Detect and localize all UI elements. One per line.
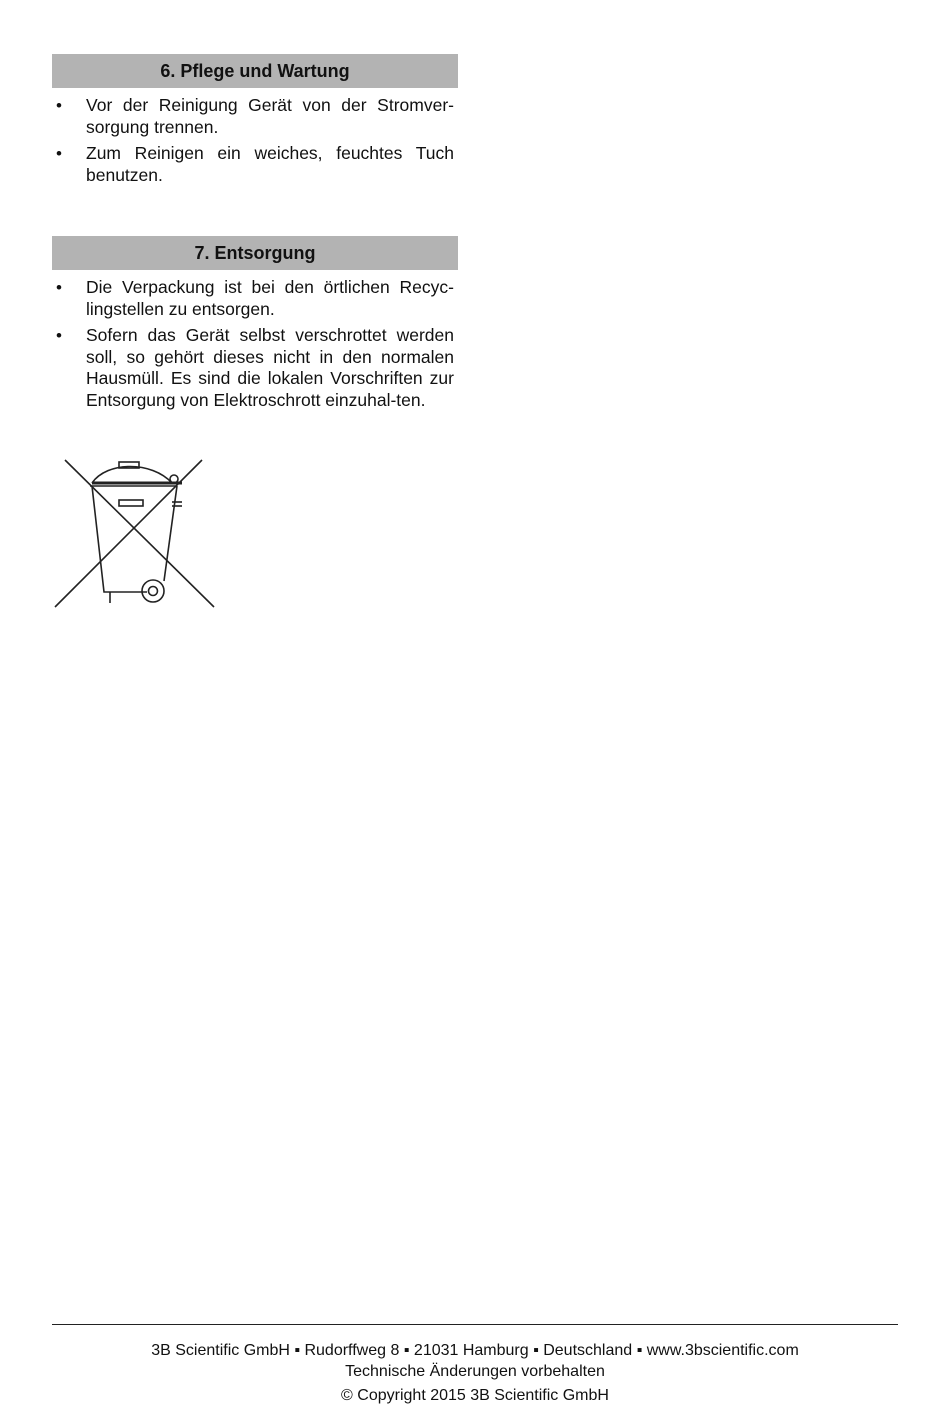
crossed-out-wheelie-bin-icon xyxy=(52,456,216,610)
care-maintenance-list xyxy=(52,95,454,191)
footer-notice: Technische Änderungen vorbehalten xyxy=(345,1363,605,1380)
list-item xyxy=(52,143,454,186)
section-heading-care-maintenance: 6. Pflege und Wartung xyxy=(52,54,458,88)
list-item-text: Zum Reinigen ein weiches, feuchtes Tuch benutzen. xyxy=(86,143,454,185)
list-item-text: Sofern das Gerät selbst verschrottet werden soll, so gehört dieses nicht in den normalen Hausmüll. Es sind die lokalen Vorschriften zur Entsorgung von Elektroschrott einzuhal-ten. xyxy=(86,325,454,410)
footer-copyright: © Copyright 2015 3B Scientific GmbH xyxy=(341,1387,609,1404)
list-item-text: Vor der Reinigung Gerät von der Stromver-sorgung trennen. xyxy=(86,95,454,137)
list-item xyxy=(52,277,454,320)
bullet-icon: • xyxy=(56,278,62,297)
footer-divider xyxy=(52,1324,898,1325)
bullet-icon: • xyxy=(56,96,62,115)
bullet-icon: • xyxy=(56,144,62,163)
disposal-list xyxy=(52,277,454,416)
list-item-text: Die Verpackung ist bei den örtlichen Recyc-lingstellen zu entsorgen. xyxy=(86,277,454,319)
section-heading-disposal: 7. Entsorgung xyxy=(52,236,458,270)
list-item xyxy=(52,325,454,411)
footer-address: 3B Scientific GmbH ▪ Rudorffweg 8 ▪ 21031 Hamburg ▪ Deutschland ▪ www.3bscientific.com xyxy=(151,1342,799,1359)
bullet-icon: • xyxy=(56,326,62,345)
list-item xyxy=(52,95,454,138)
